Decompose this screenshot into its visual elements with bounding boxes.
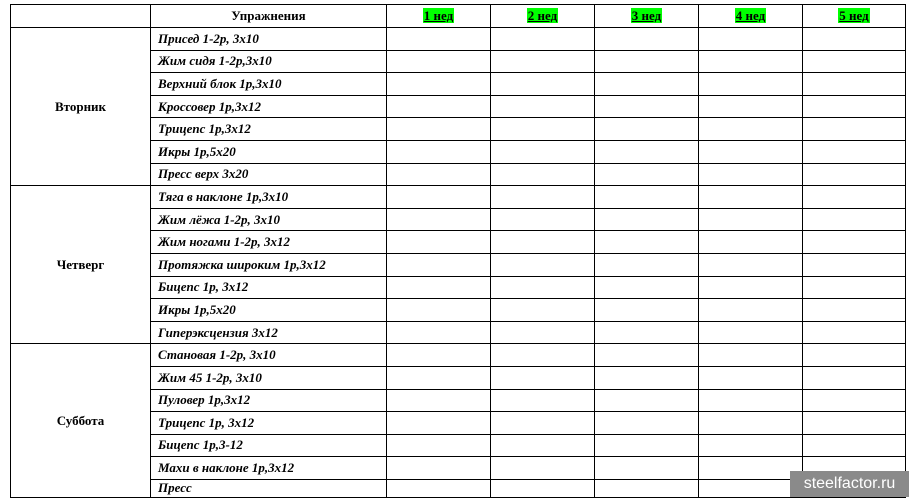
week-1-cell[interactable] xyxy=(387,389,491,412)
week-4-cell[interactable] xyxy=(699,95,803,118)
corner-cell xyxy=(11,5,151,28)
week-4-cell[interactable] xyxy=(699,208,803,231)
exercise-cell: Жим 45 1-2р, 3х10 xyxy=(151,366,387,389)
week-2-cell[interactable] xyxy=(491,434,595,457)
week-4-cell[interactable] xyxy=(699,344,803,367)
week-1-cell[interactable] xyxy=(387,50,491,73)
week-1-cell[interactable] xyxy=(387,28,491,51)
week-5-cell[interactable] xyxy=(803,95,906,118)
week-5-cell[interactable] xyxy=(803,253,906,276)
week-4-cell[interactable] xyxy=(699,366,803,389)
exercise-cell: Жим лёжа 1-2р, 3х10 xyxy=(151,208,387,231)
week-5-cell[interactable] xyxy=(803,389,906,412)
week-2-cell[interactable] xyxy=(491,231,595,254)
week-label-3: 3 нед xyxy=(631,8,662,23)
week-2-cell[interactable] xyxy=(491,344,595,367)
week-2-cell[interactable] xyxy=(491,208,595,231)
exercise-cell: Кроссовер 1р,3х12 xyxy=(151,95,387,118)
week-3-cell[interactable] xyxy=(595,163,699,186)
week-header-5 xyxy=(803,5,906,28)
exercise-cell: Бицепс 1р, 3х12 xyxy=(151,276,387,299)
week-4-cell[interactable] xyxy=(699,163,803,186)
day-label: Четверг xyxy=(11,186,151,344)
exercise-cell: Верхний блок 1р,3х10 xyxy=(151,73,387,96)
week-2-cell[interactable] xyxy=(491,479,595,497)
week-header-3 xyxy=(595,5,699,28)
exercise-cell: Гиперэксцензия 3х12 xyxy=(151,321,387,344)
week-4-cell[interactable] xyxy=(699,276,803,299)
week-5-cell[interactable] xyxy=(803,208,906,231)
week-5-cell[interactable] xyxy=(803,163,906,186)
exercise-cell: Бицепс 1р,3-12 xyxy=(151,434,387,457)
day-label: Вторник xyxy=(11,28,151,186)
week-label-5: 5 нед xyxy=(839,8,869,23)
week-1-cell[interactable] xyxy=(387,208,491,231)
week-5-cell[interactable] xyxy=(803,412,906,435)
week-header-4 xyxy=(699,5,803,28)
exercise-cell: Присед 1-2р, 3х10 xyxy=(151,28,387,51)
week-5-cell[interactable] xyxy=(803,28,906,51)
week-2-cell[interactable] xyxy=(491,95,595,118)
week-2-cell[interactable] xyxy=(491,28,595,51)
week-2-cell[interactable] xyxy=(491,73,595,96)
week-3-cell[interactable] xyxy=(595,28,699,51)
exercise-cell: Пресс xyxy=(151,479,387,497)
week-3-cell[interactable] xyxy=(595,208,699,231)
week-1-cell[interactable] xyxy=(387,231,491,254)
exercise-cell: Трицепс 1р,3х12 xyxy=(151,118,387,141)
week-label-2: 2 нед xyxy=(527,8,558,23)
week-4-cell[interactable] xyxy=(699,299,803,322)
week-4-cell[interactable] xyxy=(699,186,803,209)
exercises-header: Упражнения xyxy=(151,5,387,28)
exercise-cell: Протяжка широким 1р,3х12 xyxy=(151,253,387,276)
week-1-cell[interactable] xyxy=(387,479,491,497)
exercise-cell: Становая 1-2р, 3х10 xyxy=(151,344,387,367)
week-2-cell[interactable] xyxy=(491,321,595,344)
week-3-cell[interactable] xyxy=(595,253,699,276)
week-5-cell[interactable] xyxy=(803,344,906,367)
exercise-cell: Икры 1р,5х20 xyxy=(151,299,387,322)
week-2-cell[interactable] xyxy=(491,140,595,163)
week-1-cell[interactable] xyxy=(387,253,491,276)
week-2-cell[interactable] xyxy=(491,186,595,209)
week-5-cell[interactable] xyxy=(803,50,906,73)
week-3-cell[interactable] xyxy=(595,50,699,73)
week-3-cell[interactable] xyxy=(595,299,699,322)
week-1-cell[interactable] xyxy=(387,299,491,322)
week-1-cell[interactable] xyxy=(387,73,491,96)
week-2-cell[interactable] xyxy=(491,366,595,389)
week-4-cell[interactable] xyxy=(699,231,803,254)
header-row xyxy=(11,5,906,28)
week-3-cell[interactable] xyxy=(595,457,699,480)
week-4-cell[interactable] xyxy=(699,434,803,457)
week-4-cell[interactable] xyxy=(699,73,803,96)
week-5-cell[interactable] xyxy=(803,434,906,457)
week-1-cell[interactable] xyxy=(387,344,491,367)
week-2-cell[interactable] xyxy=(491,50,595,73)
watermark: steelfactor.ru xyxy=(790,471,909,497)
week-3-cell[interactable] xyxy=(595,366,699,389)
exercise-cell: Махи в наклоне 1р,3х12 xyxy=(151,457,387,480)
exercise-cell: Тяга в наклоне 1р,3х10 xyxy=(151,186,387,209)
week-5-cell[interactable] xyxy=(803,186,906,209)
week-3-cell[interactable] xyxy=(595,140,699,163)
week-1-cell[interactable] xyxy=(387,163,491,186)
week-5-cell[interactable] xyxy=(803,366,906,389)
table-row xyxy=(11,28,906,51)
week-label-1: 1 нед xyxy=(423,8,454,23)
week-2-cell[interactable] xyxy=(491,299,595,322)
week-2-cell[interactable] xyxy=(491,389,595,412)
week-1-cell[interactable] xyxy=(387,118,491,141)
week-5-cell[interactable] xyxy=(803,299,906,322)
exercise-cell: Жим ногами 1-2р, 3х12 xyxy=(151,231,387,254)
week-2-cell[interactable] xyxy=(491,253,595,276)
week-5-cell[interactable] xyxy=(803,140,906,163)
week-4-cell[interactable] xyxy=(699,479,803,497)
week-4-cell[interactable] xyxy=(699,50,803,73)
week-3-cell[interactable] xyxy=(595,95,699,118)
table-row xyxy=(11,186,906,209)
week-3-cell[interactable] xyxy=(595,412,699,435)
week-1-cell[interactable] xyxy=(387,457,491,480)
week-4-cell[interactable] xyxy=(699,457,803,480)
table-body xyxy=(11,28,906,498)
week-3-cell[interactable] xyxy=(595,479,699,497)
table-row xyxy=(11,344,906,367)
week-4-cell[interactable] xyxy=(699,412,803,435)
week-3-cell[interactable] xyxy=(595,389,699,412)
week-3-cell[interactable] xyxy=(595,321,699,344)
week-4-cell[interactable] xyxy=(699,253,803,276)
week-5-cell[interactable] xyxy=(803,73,906,96)
week-1-cell[interactable] xyxy=(387,186,491,209)
week-4-cell[interactable] xyxy=(699,28,803,51)
week-5-cell[interactable] xyxy=(803,231,906,254)
week-3-cell[interactable] xyxy=(595,186,699,209)
day-label: Суббота xyxy=(11,344,151,498)
week-1-cell[interactable] xyxy=(387,140,491,163)
week-3-cell[interactable] xyxy=(595,276,699,299)
week-5-cell[interactable] xyxy=(803,321,906,344)
workout-table xyxy=(10,4,906,498)
week-1-cell[interactable] xyxy=(387,276,491,299)
week-4-cell[interactable] xyxy=(699,118,803,141)
week-2-cell[interactable] xyxy=(491,118,595,141)
week-2-cell[interactable] xyxy=(491,163,595,186)
week-1-cell[interactable] xyxy=(387,321,491,344)
week-3-cell[interactable] xyxy=(595,231,699,254)
week-3-cell[interactable] xyxy=(595,344,699,367)
exercise-cell: Пресс верх 3х20 xyxy=(151,163,387,186)
week-4-cell[interactable] xyxy=(699,321,803,344)
exercise-cell: Трицепс 1р, 3х12 xyxy=(151,412,387,435)
week-4-cell[interactable] xyxy=(699,389,803,412)
week-1-cell[interactable] xyxy=(387,95,491,118)
week-3-cell[interactable] xyxy=(595,118,699,141)
week-1-cell[interactable] xyxy=(387,434,491,457)
week-header-2 xyxy=(491,5,595,28)
week-2-cell[interactable] xyxy=(491,276,595,299)
week-3-cell[interactable] xyxy=(595,434,699,457)
week-2-cell[interactable] xyxy=(491,412,595,435)
week-5-cell[interactable] xyxy=(803,118,906,141)
exercise-cell: Икры 1р,5х20 xyxy=(151,140,387,163)
week-1-cell[interactable] xyxy=(387,366,491,389)
week-1-cell[interactable] xyxy=(387,412,491,435)
week-4-cell[interactable] xyxy=(699,140,803,163)
week-header-1 xyxy=(387,5,491,28)
week-label-4: 4 нед xyxy=(735,8,766,23)
exercise-cell: Пуловер 1р,3х12 xyxy=(151,389,387,412)
exercise-cell: Жим сидя 1-2р,3х10 xyxy=(151,50,387,73)
week-3-cell[interactable] xyxy=(595,73,699,96)
week-2-cell[interactable] xyxy=(491,457,595,480)
week-5-cell[interactable] xyxy=(803,276,906,299)
